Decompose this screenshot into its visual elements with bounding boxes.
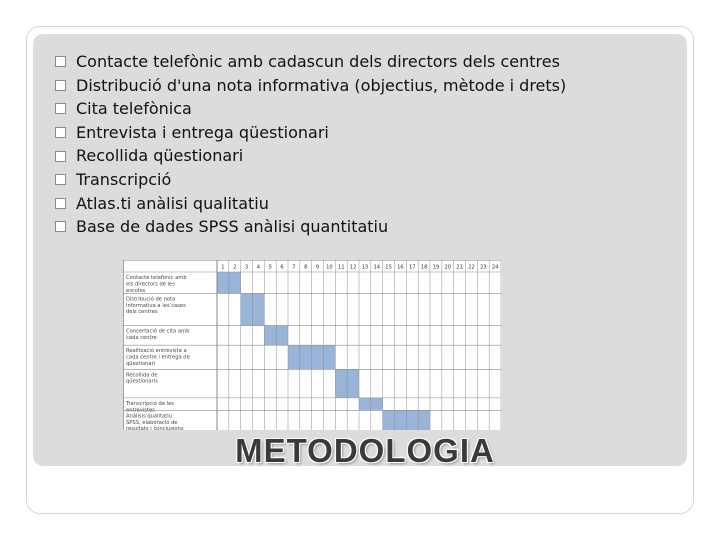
bullet-text: Transcripció — [76, 169, 172, 189]
bullet-box-icon — [55, 174, 66, 185]
bullet-item — [55, 215, 566, 239]
gantt-week-label: 7 — [292, 264, 296, 271]
gantt-week-label: 6 — [280, 264, 284, 271]
gantt-week-label: 1 — [221, 264, 225, 271]
gantt-week-label: 4 — [256, 264, 261, 271]
bullet-item — [55, 121, 566, 145]
gantt-week-label: 10 — [326, 264, 333, 271]
gantt-week-label: 16 — [397, 264, 404, 271]
bullet-item — [55, 50, 566, 74]
gantt-svg — [123, 260, 501, 430]
gantt-task-label: Anàlisis qualitatiu SPSS, elaboració de resultats i conclusions — [126, 413, 184, 430]
gantt-week-label: 11 — [337, 264, 345, 271]
slide-title: METODOLOGIA — [235, 432, 495, 469]
bullet-text: Base de dades SPSS anàlisi quantitatiu — [76, 217, 389, 237]
gantt-week-label: 8 — [304, 264, 308, 271]
gantt-week-label: 19 — [432, 264, 440, 271]
gantt-week-label: 9 — [315, 264, 320, 271]
bullet-list — [55, 50, 566, 239]
bullet-item — [55, 144, 566, 168]
bullet-item — [55, 74, 566, 98]
gantt-week-label: 14 — [373, 264, 381, 271]
gantt-task-label: Concertació de cita amb cada centre — [126, 328, 190, 341]
bullet-box-icon — [55, 221, 66, 232]
gantt-week-label: 20 — [444, 264, 452, 271]
gantt-week-label: 2 — [233, 264, 237, 271]
gantt-week-label: 18 — [420, 264, 428, 271]
gantt-week-label: 24 — [491, 264, 499, 271]
bullet-box-icon — [55, 56, 66, 67]
bullet-text: Entrevista i entrega qüestionari — [76, 122, 329, 142]
gantt-task-label: Transcripció de les entrevistes — [126, 400, 175, 414]
bullet-box-icon — [55, 198, 66, 209]
gantt-week-label: 22 — [468, 264, 475, 271]
bullet-item — [55, 97, 566, 121]
bullet-text: Contacte telefònic amb cadascun dels directors dels centres — [76, 52, 560, 71]
bullet-box-icon — [55, 103, 66, 114]
gantt-task-label: Distribució de nota informativa a les cases dels centres — [126, 296, 186, 316]
gantt-chart — [123, 260, 501, 430]
gantt-week-label: 13 — [361, 264, 369, 271]
gantt-week-label: 21 — [456, 264, 463, 271]
bullet-text: Atlas.ti anàlisi qualitatiu — [76, 193, 269, 213]
gantt-week-label: 12 — [349, 264, 357, 271]
bullet-text: Cita telefònica — [76, 99, 192, 119]
bullet-item — [55, 192, 566, 216]
bullet-text: Distribució d'una nota informativa (objectius, mètode i drets) — [76, 75, 567, 95]
gantt-task-label: Recollida de qüestionaris — [126, 372, 158, 385]
gantt-task-label: Realització entrevista a cada centre i entrega de qüestionari — [126, 348, 190, 367]
bullet-item — [55, 168, 566, 192]
bullet-text: Recollida qüestionari — [76, 146, 244, 166]
bullet-box-icon — [55, 127, 66, 138]
bullet-box-icon — [55, 151, 66, 162]
gantt-week-label: 17 — [408, 264, 416, 271]
gantt-week-label: 23 — [479, 264, 487, 271]
gantt-week-label: 3 — [244, 264, 249, 271]
bullet-box-icon — [55, 80, 66, 91]
gantt-week-label: 5 — [268, 264, 272, 271]
gantt-week-label: 15 — [385, 264, 392, 271]
gantt-task-label: Contacte telefònic amb els directors de les escoles — [126, 275, 187, 294]
